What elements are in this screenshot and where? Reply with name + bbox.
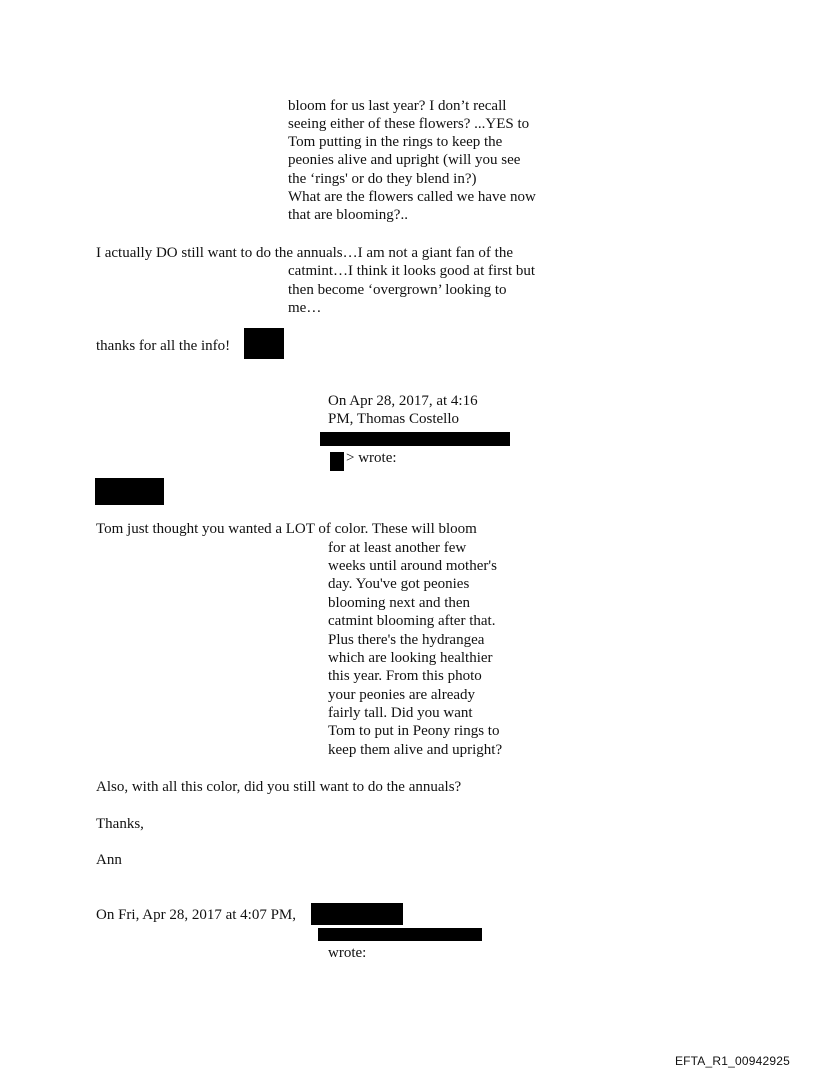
message-line: Plus there's the hydrangea	[328, 632, 485, 648]
reply-line: peonies alive and upright (will you see	[288, 152, 521, 168]
message-line: your peonies are already	[328, 687, 476, 703]
reply-line: bloom for us last year? I don’t recall	[288, 98, 507, 114]
message-line: Tom just thought you wanted a LOT of color. These will bloom	[96, 521, 477, 537]
annuals-line: then become ‘overgrown’ looking to	[288, 282, 507, 298]
message-line: day. You've got peonies	[328, 576, 470, 592]
message-line: weeks until around mother's	[328, 558, 497, 574]
message-line: for at least another few	[328, 540, 467, 556]
quote-header-line: On Apr 28, 2017, at 4:16	[328, 393, 478, 409]
message-line: this year. From this photo	[328, 668, 482, 684]
redaction-box	[244, 328, 284, 359]
quote-header-line: On Fri, Apr 28, 2017 at 4:07 PM,	[96, 907, 297, 923]
bates-number: EFTA_R1_00942925	[674, 1054, 790, 1068]
message-line: Tom to put in Peony rings to	[328, 723, 500, 739]
thanks-line: thanks for all the info!	[96, 338, 231, 354]
quote-header-wrote: wrote:	[328, 945, 367, 961]
redaction-box	[318, 928, 482, 941]
message-line: which are looking healthier	[328, 650, 493, 666]
annuals-question: Also, with all this color, did you still want to do the annuals?	[96, 779, 462, 795]
annuals-line: catmint…I think it looks good at first but	[288, 263, 536, 279]
reply-line: Tom putting in the rings to keep the	[288, 134, 503, 150]
quote-header-wrote: > wrote:	[346, 450, 397, 466]
message-line: fairly tall. Did you want	[328, 705, 473, 721]
redaction-box	[330, 452, 344, 471]
message-line: keep them alive and upright?	[328, 742, 503, 758]
message-line: blooming next and then	[328, 595, 471, 611]
message-line: catmint blooming after that.	[328, 613, 496, 629]
closing-line: Thanks,	[96, 816, 144, 832]
reply-line: that are blooming?..	[288, 207, 408, 223]
reply-line: What are the flowers called we have now	[288, 189, 536, 205]
signature: Ann	[96, 852, 122, 868]
annuals-line: me…	[288, 300, 322, 316]
quote-header-line: PM, Thomas Costello	[328, 411, 459, 427]
redaction-box	[320, 432, 510, 446]
redaction-box	[95, 478, 164, 505]
reply-line: seeing either of these flowers? ...YES to	[288, 116, 530, 132]
redaction-box	[311, 903, 403, 925]
annuals-line: I actually DO still want to do the annuals…I am not a giant fan of the	[96, 245, 513, 261]
reply-line: the ‘rings' or do they blend in?)	[288, 171, 477, 187]
